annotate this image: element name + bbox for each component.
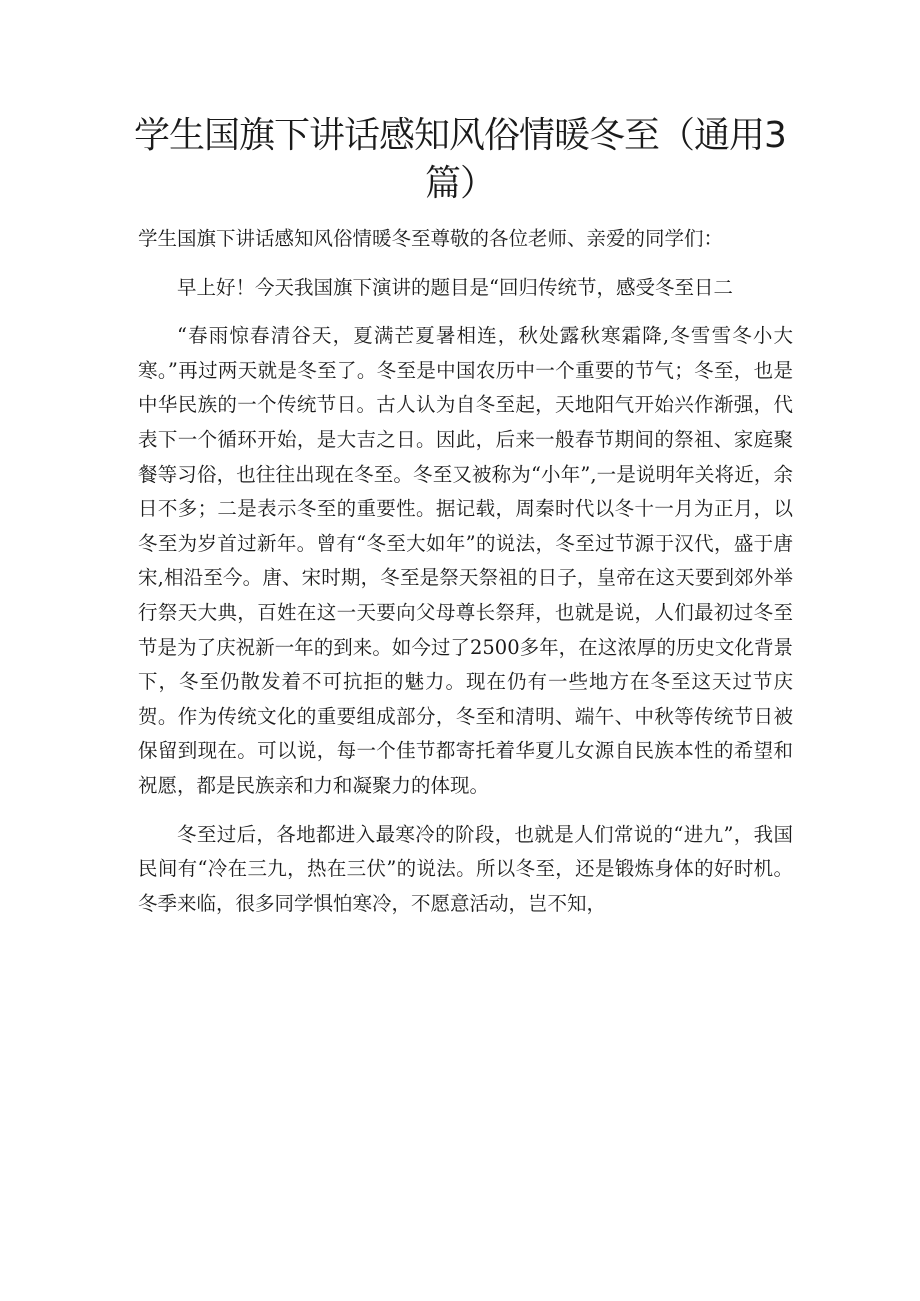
body-paragraph: 冬至过后，各地都进入最寒冷的阶段，也就是人们常说的“进九”，我国民间有“冷在三九，热在三伏”的说法。所以冬至，还是锻炼身体的好时机。冬季来临，很多同学惧怕寒冷，不愿意活动，岂不知， bbox=[138, 822, 793, 915]
document-title: 学生国旗下讲话感知风俗情暖冬至（通用3篇） bbox=[134, 115, 786, 204]
opening-paragraph: 早上好！今天我国旗下演讲的题目是“回归传统节，感受冬至日二 bbox=[177, 275, 733, 299]
greeting-paragraph: 学生国旗下讲话感知风俗情暖冬至尊敬的各位老师、亲爱的同学们： bbox=[138, 227, 724, 250]
body-paragraph: “春雨惊春清谷天，夏满芒夏暑相连，秋处露秋寒霜降,冬雪雪冬小大寒。”再过两天就是冬至了。冬至是中国农历中一个重要的节气；冬至，也是中华民族的一个传统节日。古人认为自冬至起，天地阳气开始兴作渐强，代表下一个循环开始，是大吉之日。因此，后来一般春节期间的祭祖、家庭聚餐等习俗，也往往出现在冬至。冬至又被称为“小年”,一是说明年关将近，余日不多；二是表示冬至的重要性。据记载，周秦时代以冬十一月为正月，以冬至为岁首过新年。曾有“冬至大如年”的说法，冬至过节源于汉代，盛于唐宋,相沿至今。唐、宋时期，冬至是祭天祭祖的日子，皇帝在这天要到郊外举行祭天大典，百姓在这一天要向父母尊长祭拜，也就是说，人们最初过冬至节是为了庆祝新一年的到来。如今过了2500多年，在这浓厚的历史文化背景下，冬至仍散发着不可抗拒的魅力。现在仍有一些地方在冬至这天过节庆贺。作为传统文化的重要组成部分，冬至和清明、端午、中秋等传统节日被保留到现在。可以说，每一个佳节都寄托着华夏儿女源自民族本性的希望和祝愿，都是民族亲和力和凝聚力的体现。 bbox=[138, 324, 793, 797]
document-body bbox=[138, 222, 793, 921]
